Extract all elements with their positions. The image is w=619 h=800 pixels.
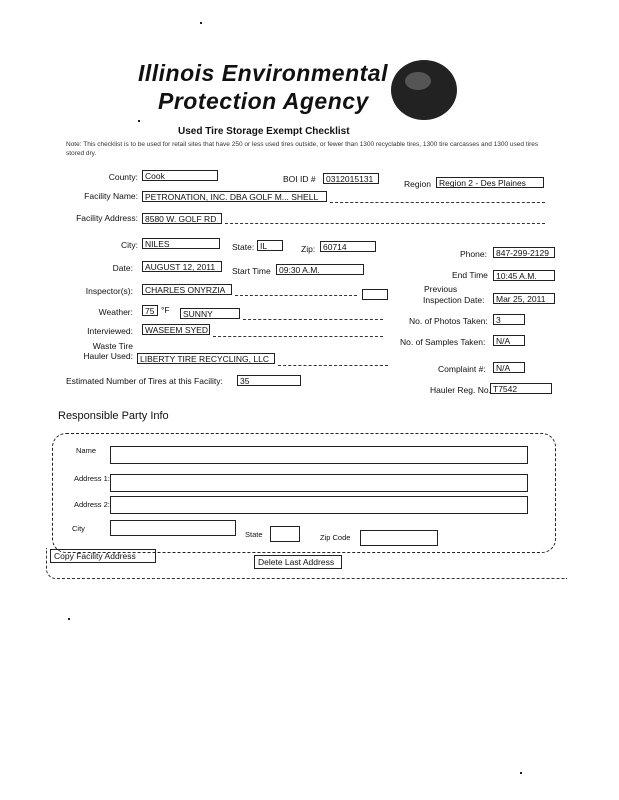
inspectors-label: Inspector(s):	[85, 286, 133, 296]
end-time-label: End Time	[452, 270, 488, 280]
agency-title-line2: Protection Agency	[158, 88, 369, 114]
rp-city-field[interactable]	[110, 520, 236, 536]
form-dashed-line	[235, 295, 357, 296]
inspectors-field[interactable]: CHARLES ONYRZIA	[142, 284, 232, 295]
samples-field[interactable]: N/A	[493, 335, 525, 346]
temperature-unit: °F	[161, 305, 170, 315]
photos-field[interactable]: 3	[493, 314, 525, 325]
scan-speck	[520, 772, 522, 774]
rp-zip-label: Zip Code	[320, 533, 351, 542]
rp-zip-field[interactable]	[360, 530, 438, 546]
county-field[interactable]: Cook	[142, 170, 218, 181]
delete-last-address-button[interactable]: Delete Last Address	[254, 555, 342, 569]
previous-inspection-field[interactable]: Mar 25, 2011	[493, 293, 555, 304]
agency-title-line1: Illinois Environmental	[138, 60, 388, 86]
form-dashed-line	[225, 223, 545, 224]
start-time-label: Start Time	[232, 266, 271, 276]
date-field[interactable]: AUGUST 12, 2011	[142, 261, 222, 272]
estimated-tires-label: Estimated Number of Tires at this Facility:	[66, 376, 223, 386]
date-label: Date:	[112, 263, 133, 273]
complaint-label: Complaint #:	[438, 364, 486, 374]
phone-label: Phone:	[460, 249, 487, 259]
photos-label: No. of Photos Taken:	[409, 316, 488, 326]
weather-field[interactable]: SUNNY	[180, 308, 240, 319]
scan-speck	[68, 618, 70, 620]
form-dashed-line	[243, 319, 383, 320]
phone-field[interactable]: 847-299-2129	[493, 247, 555, 258]
hauler-reg-label: Hauler Reg. No.	[430, 385, 491, 395]
form-dashed-line	[213, 336, 383, 337]
start-time-field[interactable]: 09:30 A.M.	[276, 264, 364, 275]
state-field[interactable]: IL	[257, 240, 283, 251]
zip-label: Zip:	[301, 244, 316, 254]
hauler-used-label: Hauler Used:	[83, 351, 133, 361]
temperature-field[interactable]: 75	[142, 305, 158, 316]
rp-city-label: City	[72, 524, 85, 533]
county-label: County:	[108, 172, 138, 182]
weather-label: Weather:	[98, 307, 133, 317]
rp-state-field[interactable]	[270, 526, 300, 542]
form-note: Note: This checklist is to be used for retail sites that have 250 or less used tires outside, or fewer than 1300 recyclable tires, 1300 tire carcasses and 1300 used tires stored dry.	[66, 141, 539, 157]
form-dashed-line	[330, 202, 545, 203]
rp-address1-label: Address 1:	[74, 474, 110, 483]
form-title: Used Tire Storage Exempt Checklist	[178, 126, 350, 137]
previous-label: Previous	[424, 284, 458, 294]
end-time-field[interactable]: 10:45 A.M.	[493, 270, 555, 281]
facility-name-label: Facility Name:	[84, 191, 138, 201]
rp-address2-label: Address 2:	[74, 500, 110, 509]
hauler-used-field[interactable]: LIBERTY TIRE RECYCLING, LLC	[137, 353, 275, 364]
samples-label: No. of Samples Taken:	[400, 337, 486, 347]
facility-address-label: Facility Address:	[76, 213, 138, 223]
region-label: Region	[404, 179, 431, 189]
rp-state-label: State	[245, 530, 263, 539]
zip-field[interactable]: 60714	[320, 241, 376, 252]
city-field[interactable]: NILES	[142, 238, 220, 249]
rp-address1-field[interactable]	[110, 474, 528, 492]
scan-speck	[200, 22, 202, 24]
inspectors-add-box[interactable]	[362, 289, 388, 300]
city-label: City:	[121, 240, 138, 250]
rp-name-label: Name	[76, 446, 97, 455]
rp-address2-field[interactable]	[110, 496, 528, 514]
estimated-tires-field[interactable]: 35	[237, 375, 301, 386]
facility-address-field[interactable]: 8580 W. GOLF RD	[142, 213, 222, 224]
boi-field[interactable]: 0312015131	[323, 173, 379, 184]
rp-name-field[interactable]	[110, 446, 528, 464]
waste-tire-label: Waste Tire	[92, 341, 133, 351]
region-select[interactable]: Region 2 - Des Plaines	[436, 177, 544, 188]
inspection-date-label: Inspection Date:	[423, 295, 485, 305]
scan-speck	[138, 120, 140, 122]
hauler-reg-field[interactable]: T7542	[490, 383, 552, 394]
facility-name-field[interactable]: PETRONATION, INC. DBA GOLF M... SHELL	[142, 191, 327, 202]
interviewed-field[interactable]: WASEEM SYED	[142, 324, 210, 335]
state-seal-icon	[391, 60, 457, 120]
responsible-party-heading: Responsible Party Info	[58, 410, 169, 422]
complaint-field[interactable]: N/A	[493, 362, 525, 373]
boi-label: BOI ID #	[283, 174, 316, 184]
interviewed-label: Interviewed:	[87, 326, 133, 336]
state-label: State:	[232, 242, 255, 252]
copy-facility-address-button[interactable]: Copy Facility Address	[50, 549, 156, 563]
form-dashed-line	[278, 365, 388, 366]
